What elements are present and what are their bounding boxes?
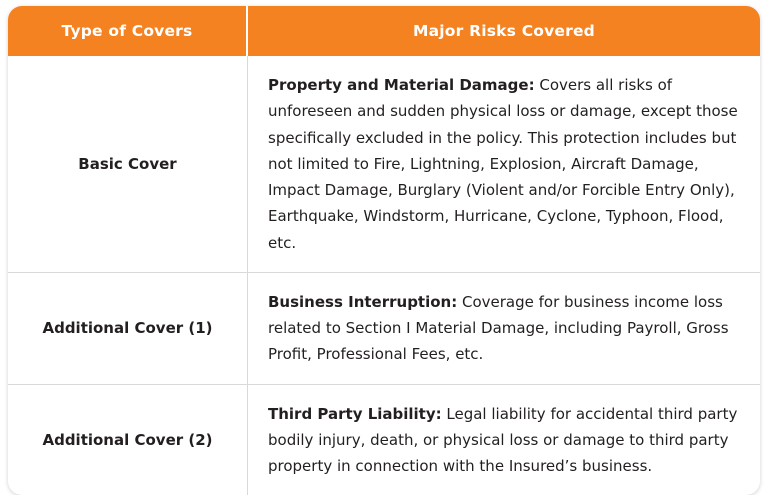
risk-title: Property and Material Damage:: [268, 76, 535, 94]
table-row: [8, 272, 760, 384]
table-header: [8, 6, 760, 56]
risk-body: Legal liability for accidental third party bodily injury, death, or physical loss or damage to third party property in connection with the Insured’s business.: [268, 405, 737, 476]
table-row: [8, 56, 760, 272]
column-header-type-of-covers: Type of Covers: [8, 6, 248, 56]
cover-type-label: Basic Cover: [8, 56, 248, 272]
covers-table: [8, 6, 760, 495]
risk-body: Coverage for business income loss related to Section I Material Damage, including Payroll, Gross Profit, Professional Fees, etc.: [268, 293, 729, 364]
cover-risk-description: [248, 272, 760, 384]
cover-type-label: Additional Cover (1): [8, 272, 248, 384]
risk-body: Covers all risks of unforeseen and sudden physical loss or damage, except those specifically excluded in the policy. This protection includes but not limited to Fire, Lightning, Explosion, Aircraft Damage, Impact Damage, Burglary (Violent and/or Forcible Entry Only), Earthquake, Windstorm, Hurricane, Cyclone, Typhoon, Flood, etc.: [268, 76, 738, 252]
column-header-major-risks-covered: Major Risks Covered: [248, 6, 760, 56]
table-body: [8, 56, 760, 495]
cover-risk-description: [248, 56, 760, 272]
table-header-row: [8, 6, 760, 56]
risk-title: Third Party Liability:: [268, 405, 442, 423]
risk-title: Business Interruption:: [268, 293, 457, 311]
cover-risk-description: [248, 384, 760, 495]
cover-type-label: Additional Cover (2): [8, 384, 248, 495]
table-row: [8, 384, 760, 495]
